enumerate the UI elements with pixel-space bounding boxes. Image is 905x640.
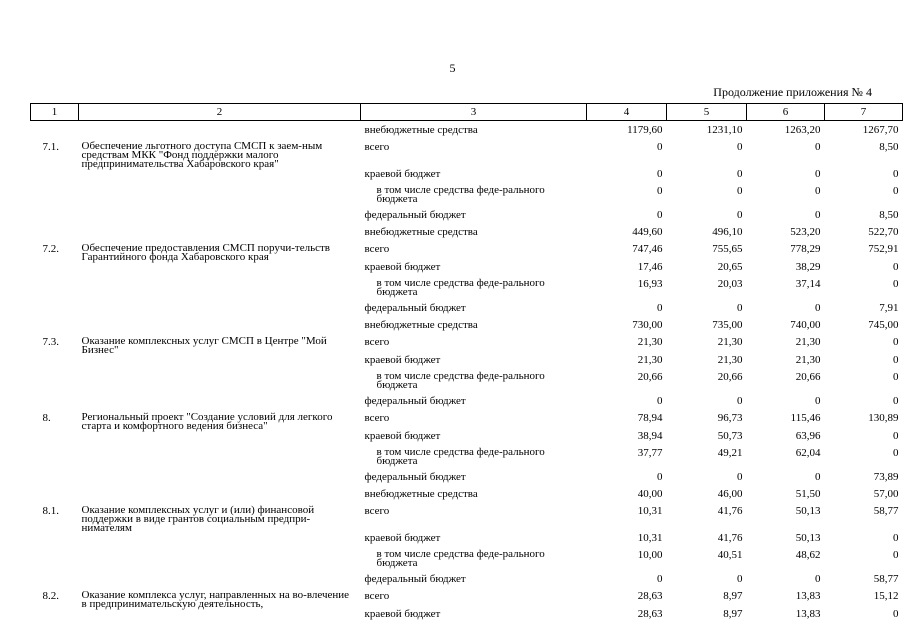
funding-source: краевой бюджет <box>364 261 441 273</box>
table-row <box>31 372 903 396</box>
item-name <box>79 186 361 210</box>
amount-cell: 0 <box>893 168 899 180</box>
amount-cell: 58,77 <box>873 505 899 517</box>
item-number <box>31 355 79 372</box>
table-row <box>31 210 903 227</box>
table-row <box>31 609 903 626</box>
amount-cell: 51,50 <box>795 488 821 500</box>
table-row <box>31 279 903 303</box>
amount-cell: 0 <box>657 395 663 407</box>
item-name <box>79 472 361 489</box>
item-name <box>79 550 361 574</box>
amount-cell: 50,73 <box>717 430 743 442</box>
amount-cell: 0 <box>737 573 743 585</box>
continuation-label: Продолжение приложения № 4 <box>713 85 872 99</box>
amount-cell: 28,63 <box>637 590 663 602</box>
table-row <box>31 506 903 533</box>
item-number <box>31 489 79 506</box>
funding-source: всего <box>364 141 390 153</box>
item-number <box>31 574 79 591</box>
amount-cell: 96,73 <box>717 412 743 424</box>
budget-table <box>30 103 903 626</box>
amount-cell: 10,31 <box>637 505 663 517</box>
item-number <box>31 533 79 550</box>
amount-cell: 21,30 <box>795 354 821 366</box>
amount-cell: 0 <box>815 395 821 407</box>
amount-cell: 10,31 <box>637 532 663 544</box>
table-row <box>31 337 903 355</box>
amount-cell: 20,65 <box>717 261 743 273</box>
amount-cell: 7,91 <box>879 302 899 314</box>
table-row <box>31 142 903 169</box>
item-name <box>79 210 361 227</box>
funding-source: внебюджетные средства <box>364 124 478 136</box>
funding-source: в том числе средства феде-рального бюджета <box>376 184 545 205</box>
amount-cell: 8,50 <box>879 209 899 221</box>
item-number <box>31 121 79 143</box>
amount-cell: 740,00 <box>790 319 821 331</box>
item-name: Региональный проект "Создание условий для легкого старта и комфортного ведения бизнеса" <box>81 411 333 432</box>
amount-cell: 0 <box>737 302 743 314</box>
amount-cell: 0 <box>737 209 743 221</box>
item-number <box>31 372 79 396</box>
funding-source: внебюджетные средства <box>364 319 478 331</box>
funding-source: всего <box>364 412 390 424</box>
table-row <box>31 591 903 609</box>
amount-cell: 449,60 <box>632 226 663 238</box>
amount-cell: 0 <box>815 168 821 180</box>
column-header: 4 <box>587 104 667 121</box>
amount-cell: 523,20 <box>790 226 821 238</box>
item-name <box>79 448 361 472</box>
amount-cell: 0 <box>893 371 899 383</box>
amount-cell: 20,03 <box>717 278 743 290</box>
amount-cell: 0 <box>737 168 743 180</box>
amount-cell: 752,91 <box>868 243 899 255</box>
amount-cell: 40,51 <box>717 549 743 561</box>
amount-cell: 17,46 <box>637 261 663 273</box>
amount-cell: 21,30 <box>717 336 743 348</box>
item-name <box>79 355 361 372</box>
funding-source: всего <box>364 336 390 348</box>
amount-cell: 0 <box>815 185 821 197</box>
item-number <box>31 396 79 413</box>
funding-source: федеральный бюджет <box>364 209 466 221</box>
item-number <box>31 448 79 472</box>
item-name <box>79 431 361 448</box>
amount-cell: 0 <box>893 354 899 366</box>
item-number <box>31 609 79 626</box>
amount-cell: 21,30 <box>637 336 663 348</box>
amount-cell: 16,93 <box>637 278 663 290</box>
amount-cell: 0 <box>893 278 899 290</box>
funding-source: федеральный бюджет <box>364 573 466 585</box>
amount-cell: 41,76 <box>717 532 743 544</box>
funding-source: в том числе средства феде-рального бюджета <box>376 370 545 391</box>
amount-cell: 1267,70 <box>862 124 899 136</box>
page-number: 5 <box>449 61 456 75</box>
amount-cell: 730,00 <box>632 319 663 331</box>
amount-cell: 0 <box>657 302 663 314</box>
amount-cell: 0 <box>893 549 899 561</box>
amount-cell: 28,63 <box>637 608 663 620</box>
amount-cell: 50,13 <box>795 532 821 544</box>
column-header: 3 <box>361 104 587 121</box>
amount-cell: 38,29 <box>795 261 821 273</box>
amount-cell: 13,83 <box>795 590 821 602</box>
amount-cell: 49,21 <box>717 447 743 459</box>
amount-cell: 0 <box>657 209 663 221</box>
amount-cell: 0 <box>893 447 899 459</box>
funding-source: краевой бюджет <box>364 532 441 544</box>
item-name <box>79 303 361 320</box>
item-name: Обеспечение льготного доступа СМСП к заем-ным средствам МКК "Фонд поддержки малого предпринимательства Хабаровского края" <box>81 140 323 170</box>
item-name <box>79 279 361 303</box>
amount-cell: 8,97 <box>723 590 743 602</box>
amount-cell: 0 <box>815 471 821 483</box>
amount-cell: 130,89 <box>868 412 899 424</box>
funding-source: федеральный бюджет <box>364 395 466 407</box>
funding-source: краевой бюджет <box>364 354 441 366</box>
amount-cell: 0 <box>893 395 899 407</box>
item-name: Обеспечение предоставления СМСП поручи-тельств Гарантийного фонда Хабаровского края <box>81 242 331 263</box>
amount-cell: 78,94 <box>637 412 663 424</box>
item-name <box>79 169 361 186</box>
funding-source: всего <box>364 505 390 517</box>
amount-cell: 0 <box>893 608 899 620</box>
amount-cell: 73,89 <box>873 471 899 483</box>
amount-cell: 58,77 <box>873 573 899 585</box>
amount-cell: 0 <box>657 141 663 153</box>
amount-cell: 20,66 <box>637 371 663 383</box>
amount-cell: 41,76 <box>717 505 743 517</box>
amount-cell: 0 <box>657 573 663 585</box>
item-number <box>31 262 79 279</box>
table-header <box>31 104 903 121</box>
amount-cell: 1231,10 <box>706 124 743 136</box>
amount-cell: 0 <box>737 141 743 153</box>
amount-cell: 0 <box>815 209 821 221</box>
amount-cell: 13,83 <box>795 608 821 620</box>
amount-cell: 747,46 <box>632 243 663 255</box>
table-row <box>31 550 903 574</box>
item-number <box>31 227 79 244</box>
table-row <box>31 472 903 489</box>
item-number <box>31 550 79 574</box>
amount-cell: 40,00 <box>637 488 663 500</box>
funding-source: краевой бюджет <box>364 608 441 620</box>
item-number <box>31 210 79 227</box>
item-name: Оказание комплексных услуг и (или) финансовой поддержки в виде грантов социальным предпри-нимателям <box>81 504 315 534</box>
item-number <box>31 472 79 489</box>
funding-source: всего <box>364 243 390 255</box>
table-row <box>31 413 903 431</box>
funding-source: краевой бюджет <box>364 168 441 180</box>
column-header: 6 <box>747 104 825 121</box>
amount-cell: 115,46 <box>790 412 821 424</box>
item-name <box>79 609 361 626</box>
amount-cell: 20,66 <box>795 371 821 383</box>
amount-cell: 0 <box>815 302 821 314</box>
amount-cell: 38,94 <box>637 430 663 442</box>
amount-cell: 1263,20 <box>784 124 821 136</box>
item-number: 8.1. <box>42 505 59 517</box>
funding-source: федеральный бюджет <box>364 302 466 314</box>
amount-cell: 62,04 <box>795 447 821 459</box>
item-name <box>79 533 361 550</box>
funding-source: в том числе средства феде-рального бюджета <box>376 548 545 569</box>
item-name <box>79 262 361 279</box>
amount-cell: 496,10 <box>712 226 743 238</box>
column-header: 5 <box>667 104 747 121</box>
amount-cell: 0 <box>893 336 899 348</box>
item-number <box>31 186 79 210</box>
item-number: 8.2. <box>42 590 59 602</box>
item-number: 7.1. <box>42 141 59 153</box>
amount-cell: 48,62 <box>795 549 821 561</box>
item-number: 8. <box>42 412 51 424</box>
item-number <box>31 431 79 448</box>
amount-cell: 1179,60 <box>627 124 663 136</box>
amount-cell: 522,70 <box>868 226 899 238</box>
amount-cell: 8,97 <box>723 608 743 620</box>
table-row <box>31 186 903 210</box>
amount-cell: 735,00 <box>712 319 743 331</box>
amount-cell: 0 <box>737 185 743 197</box>
amount-cell: 46,00 <box>717 488 743 500</box>
amount-cell: 0 <box>657 185 663 197</box>
item-number <box>31 303 79 320</box>
amount-cell: 50,13 <box>795 505 821 517</box>
amount-cell: 778,29 <box>790 243 821 255</box>
item-name: Оказание комплексных услуг СМСП в Центре "Мой Бизнес" <box>81 335 327 356</box>
amount-cell: 8,50 <box>879 141 899 153</box>
header-row <box>31 104 903 121</box>
column-header: 2 <box>79 104 361 121</box>
amount-cell: 57,00 <box>873 488 899 500</box>
amount-cell: 755,65 <box>712 243 743 255</box>
item-number <box>31 320 79 337</box>
amount-cell: 10,00 <box>637 549 663 561</box>
item-number: 7.3. <box>42 336 59 348</box>
amount-cell: 0 <box>737 471 743 483</box>
amount-cell: 63,96 <box>795 430 821 442</box>
amount-cell: 20,66 <box>717 371 743 383</box>
column-header: 7 <box>825 104 903 121</box>
item-number <box>31 169 79 186</box>
amount-cell: 745,00 <box>868 319 899 331</box>
funding-source: внебюджетные средства <box>364 226 478 238</box>
item-number: 7.2. <box>42 243 59 255</box>
amount-cell: 0 <box>815 573 821 585</box>
item-number <box>31 279 79 303</box>
amount-cell: 0 <box>815 141 821 153</box>
funding-source: краевой бюджет <box>364 430 441 442</box>
amount-cell: 37,77 <box>637 447 663 459</box>
funding-source: внебюджетные средства <box>364 488 478 500</box>
amount-cell: 15,12 <box>873 590 899 602</box>
amount-cell: 0 <box>657 168 663 180</box>
table-body <box>31 121 903 627</box>
amount-cell: 37,14 <box>795 278 821 290</box>
table-row <box>31 303 903 320</box>
amount-cell: 0 <box>893 261 899 273</box>
funding-source: всего <box>364 590 390 602</box>
amount-cell: 21,30 <box>637 354 663 366</box>
item-name: Оказание комплекса услуг, направленных на во-влечение в предпринимательскую деятельность, <box>81 589 350 610</box>
column-header: 1 <box>31 104 79 121</box>
funding-source: федеральный бюджет <box>364 471 466 483</box>
funding-source: в том числе средства феде-рального бюджета <box>376 446 545 467</box>
amount-cell: 0 <box>893 532 899 544</box>
table-row <box>31 448 903 472</box>
amount-cell: 0 <box>893 185 899 197</box>
amount-cell: 0 <box>657 471 663 483</box>
item-name <box>79 372 361 396</box>
amount-cell: 0 <box>893 430 899 442</box>
amount-cell: 0 <box>737 395 743 407</box>
amount-cell: 21,30 <box>717 354 743 366</box>
item-name <box>79 121 361 143</box>
amount-cell: 21,30 <box>795 336 821 348</box>
table-row <box>31 121 903 143</box>
table-row <box>31 244 903 262</box>
funding-source: в том числе средства феде-рального бюджета <box>376 277 545 298</box>
